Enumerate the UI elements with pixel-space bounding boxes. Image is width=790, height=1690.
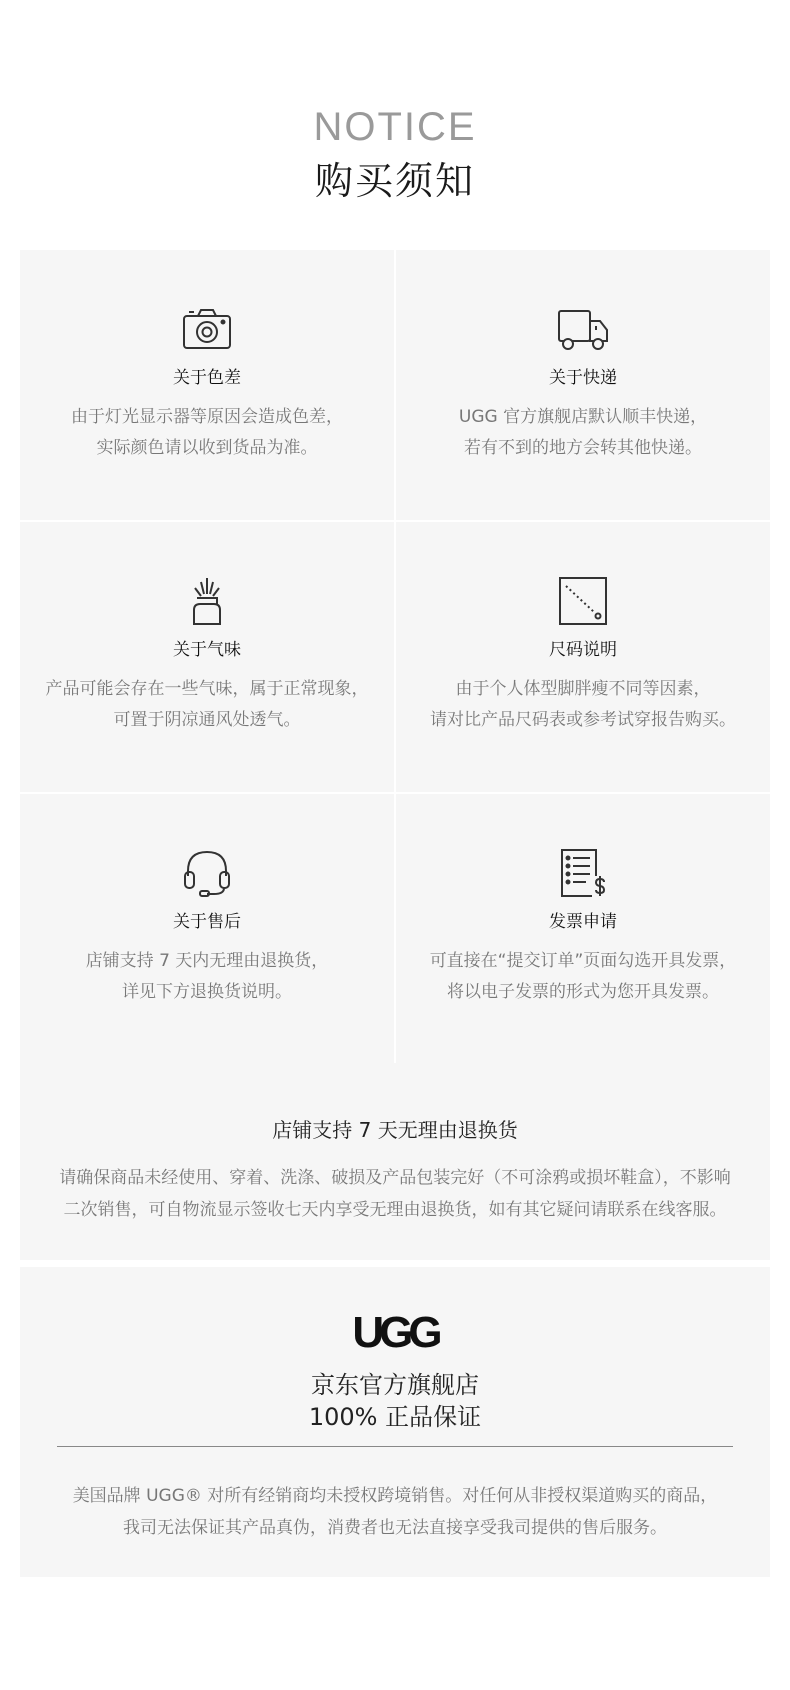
notice-title: 发票申请 [549,912,617,932]
store-name: 京东官方旗舰店 [311,1371,479,1399]
notice-desc-line: 由于个人体型脚胖瘦不同等因素， [455,679,711,699]
return-policy-desc [20,1162,770,1226]
notice-desc-line: 产品可能会存在一些气味，属于正常现象， [45,679,369,699]
notice-desc-line: 店铺支持 7 天内无理由退换货， [85,951,329,971]
notice-title: 关于色差 [173,368,241,388]
return-policy-line: 请确保商品未经使用、穿着、洗涤、破损及产品包装完好（不可涂鸦或损坏鞋盒），不影响 [59,1168,731,1188]
notice-desc-line: 由于灯光显示器等原因会造成色差， [71,407,343,427]
size-ruler-icon [556,574,610,628]
notice-desc-line: 实际颜色请以收到货品为准。 [96,438,318,458]
brand-disclaimer-line: 美国品牌 UGG® 对所有经销商均未授权跨境销售。对任何从非授权渠道购买的商品， [72,1486,718,1506]
invoice-icon [556,846,610,900]
notice-desc-line: 可置于阴凉通风处透气。 [113,710,301,730]
notice-title: 关于售后 [173,912,241,932]
notice-desc [20,674,394,736]
notice-card-aftersales [20,794,394,1064]
notice-desc-line: 详见下方退换货说明。 [122,982,292,1002]
brand-disclaimer-line: 我司无法保证其产品真伪，消费者也无法直接享受我司提供的售后服务。 [123,1518,667,1538]
notice-title-cn: 购买须知 [314,159,475,203]
page-header [0,104,790,204]
notice-desc-line: 请对比产品尺码表或参考试穿报告购买。 [430,710,736,730]
brand-disclaimer [20,1480,770,1544]
return-policy-panel [20,1063,770,1260]
notice-card-color [20,250,394,520]
notice-card-smell [20,522,394,792]
divider [57,1446,733,1447]
notice-card-invoice [396,794,770,1064]
notice-title: 关于气味 [173,640,241,660]
ugg-logo-text: UGG [352,1308,438,1357]
notice-desc-line: 将以电子发票的形式为您开具发票。 [447,982,719,1002]
notice-desc [20,402,394,464]
return-policy-line: 二次销售，可自物流显示签收七天内享受无理由退换货，如有其它疑问请联系在线客服。 [63,1200,727,1220]
return-policy-title: 店铺支持 7 天无理由退换货 [272,1118,518,1142]
notice-desc [396,674,770,736]
camera-icon [180,302,234,356]
notice-card-size [396,522,770,792]
notice-title-en: NOTICE [313,105,477,149]
authenticity-guarantee: 100% 正品保证 [308,1403,482,1431]
notice-title: 尺码说明 [549,640,617,660]
delivery-truck-icon [556,302,610,356]
notice-desc-line: 若有不到的地方会转其他快递。 [464,438,702,458]
notice-desc [396,946,770,1008]
notice-card-delivery [396,250,770,520]
notice-desc [396,402,770,464]
notice-desc-line: 可直接在“提交订单”页面勾选开具发票， [429,951,737,971]
notice-title: 关于快递 [549,368,617,388]
ugg-logo [340,1307,450,1357]
aroma-diffuser-icon [180,574,234,628]
brand-guarantee-panel [20,1267,770,1577]
headset-icon [180,846,234,900]
notice-desc-line: UGG 官方旗舰店默认顺丰快递， [458,407,708,427]
notice-desc [20,946,394,1008]
